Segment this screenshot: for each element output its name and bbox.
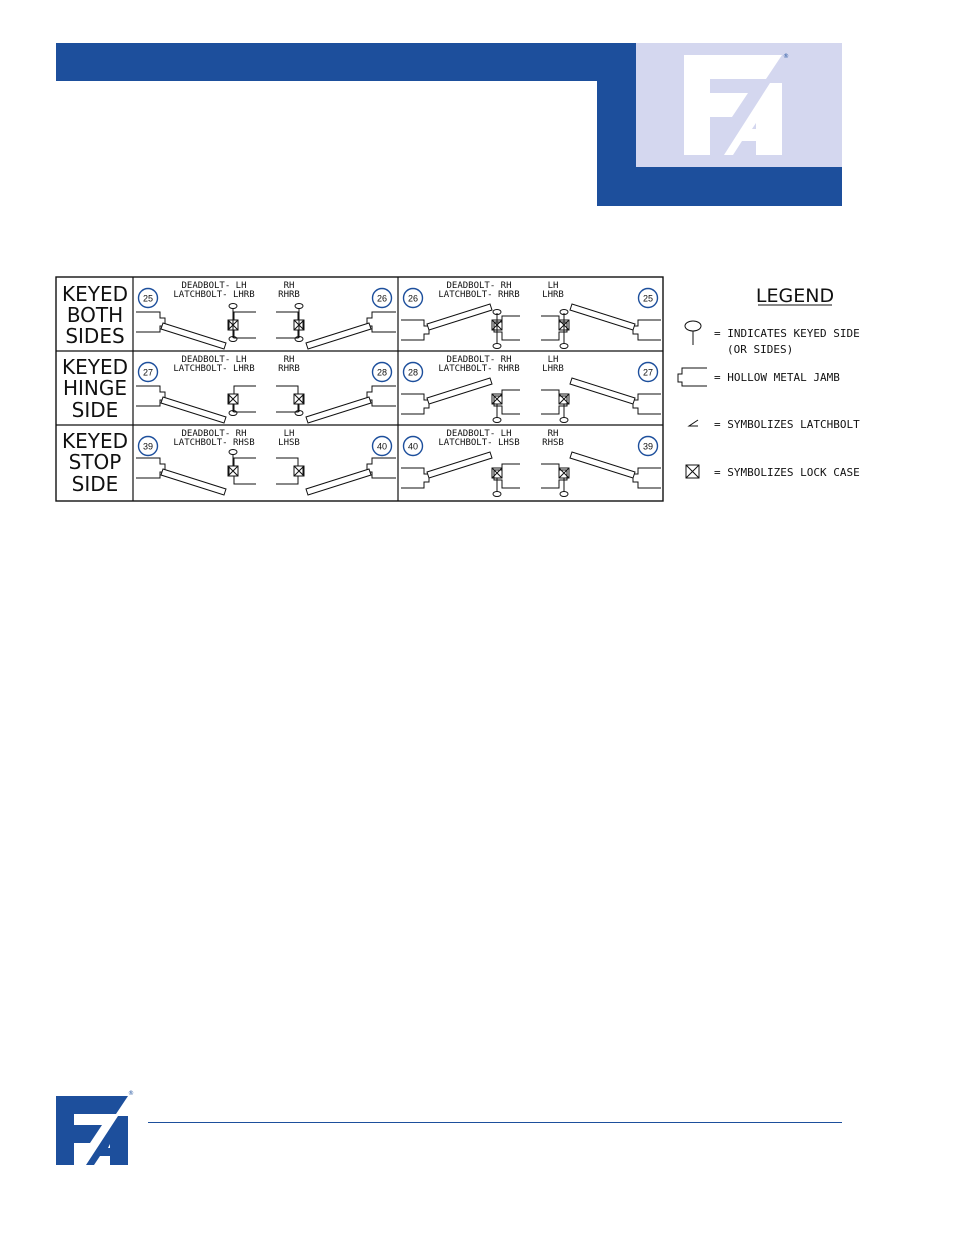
svg-text:LH: LH	[547, 281, 559, 291]
svg-text:LATCHBOLT- RHRB: LATCHBOLT- RHRB	[438, 290, 520, 300]
svg-text:28: 28	[376, 367, 388, 378]
footer-logo	[56, 1092, 136, 1172]
function-number-badge	[639, 289, 658, 308]
svg-text:RHRB: RHRB	[278, 290, 300, 300]
svg-text:KEYED: KEYED	[61, 282, 129, 306]
svg-text:LH: LH	[547, 355, 559, 365]
function-number-badge	[404, 437, 423, 456]
svg-text:= SYMBOLIZES LATCHBOLT: = SYMBOLIZES LATCHBOLT	[714, 418, 860, 431]
svg-text:RHSB: RHSB	[542, 438, 564, 448]
cell-row3-left	[136, 429, 396, 495]
registered-mark: ®	[783, 53, 789, 60]
cell-row1-left	[136, 281, 396, 349]
svg-text:(OR SIDES): (OR SIDES)	[727, 343, 794, 356]
function-number-badge	[639, 437, 658, 456]
row-label-keyed-hinge-side	[62, 355, 128, 422]
function-number-badge	[139, 437, 158, 456]
svg-text:KEYED: KEYED	[61, 429, 129, 453]
latchbolt-icon	[689, 420, 698, 426]
function-number-badge	[139, 363, 158, 382]
svg-text:DEADBOLT- LH: DEADBOLT- LH	[446, 429, 512, 439]
hollow-metal-jamb-icon	[678, 368, 707, 386]
svg-text:27: 27	[142, 367, 154, 378]
svg-text:KEYED: KEYED	[61, 355, 129, 379]
function-number-badge	[139, 289, 158, 308]
svg-text:26: 26	[376, 293, 388, 304]
legend	[678, 285, 860, 479]
cell-row2-right	[401, 355, 661, 423]
function-number-badge	[639, 363, 658, 382]
svg-text:39: 39	[142, 441, 154, 452]
svg-text:RH: RH	[283, 355, 295, 365]
svg-text:RHRB: RHRB	[278, 364, 300, 374]
row-label-keyed-stop-side	[62, 429, 128, 496]
svg-text:BOTH: BOTH	[66, 303, 124, 327]
svg-text:SIDES: SIDES	[65, 324, 125, 348]
footer-rule	[148, 1122, 842, 1123]
svg-text:DEADBOLT- RH: DEADBOLT- RH	[446, 281, 512, 291]
svg-text:40: 40	[407, 441, 419, 452]
svg-text:= HOLLOW METAL JAMB: = HOLLOW METAL JAMB	[714, 371, 840, 384]
svg-text:25: 25	[142, 293, 154, 304]
cell-row1-right	[401, 281, 661, 349]
svg-text:40: 40	[376, 441, 388, 452]
svg-text:27: 27	[642, 367, 654, 378]
svg-text:LATCHBOLT- RHSB: LATCHBOLT- RHSB	[173, 438, 255, 448]
svg-text:HINGE: HINGE	[62, 376, 128, 400]
lock-function-diagram	[0, 0, 954, 520]
svg-text:28: 28	[407, 367, 419, 378]
row-label-keyed-both-sides	[62, 282, 128, 348]
svg-text:LHRB: LHRB	[542, 364, 564, 374]
svg-text:26: 26	[407, 293, 419, 304]
svg-text:DEADBOLT- RH: DEADBOLT- RH	[181, 429, 247, 439]
svg-text:DEADBOLT- LH: DEADBOLT- LH	[181, 355, 247, 365]
svg-text:STOP: STOP	[68, 450, 122, 474]
svg-text:LATCHBOLT- LHRB: LATCHBOLT- LHRB	[173, 290, 255, 300]
svg-text:LHSB: LHSB	[278, 438, 300, 448]
svg-text:RH: RH	[547, 429, 559, 439]
keyed-side-icon	[685, 321, 701, 345]
svg-text:39: 39	[642, 441, 654, 452]
svg-text:LATCHBOLT- LHRB: LATCHBOLT- LHRB	[173, 364, 255, 374]
function-number-badge	[373, 363, 392, 382]
svg-text:= SYMBOLIZES LOCK CASE: = SYMBOLIZES LOCK CASE	[714, 466, 860, 479]
cell-row3-right	[401, 429, 661, 497]
registered-mark: ®	[128, 1090, 134, 1097]
svg-text:DEADBOLT- LH: DEADBOLT- LH	[181, 281, 247, 291]
lock-case-icon	[686, 465, 699, 478]
legend-title: LEGEND	[755, 285, 835, 307]
svg-text:LATCHBOLT- LHSB: LATCHBOLT- LHSB	[438, 438, 520, 448]
svg-text:LATCHBOLT- RHRB: LATCHBOLT- RHRB	[438, 364, 520, 374]
svg-text:SIDE: SIDE	[71, 398, 119, 422]
function-number-badge	[373, 437, 392, 456]
function-number-badge	[404, 363, 423, 382]
fai-logo-icon	[56, 1092, 136, 1168]
svg-text:DEADBOLT- RH: DEADBOLT- RH	[446, 355, 512, 365]
function-number-badge	[404, 289, 423, 308]
svg-text:SIDE: SIDE	[71, 472, 119, 496]
svg-text:= INDICATES KEYED SIDE: = INDICATES KEYED SIDE	[714, 327, 860, 340]
svg-text:LHRB: LHRB	[542, 290, 564, 300]
svg-text:RH: RH	[283, 281, 295, 291]
cell-row2-left	[136, 355, 396, 423]
svg-text:25: 25	[642, 293, 654, 304]
function-number-badge	[373, 289, 392, 308]
svg-text:LH: LH	[283, 429, 295, 439]
